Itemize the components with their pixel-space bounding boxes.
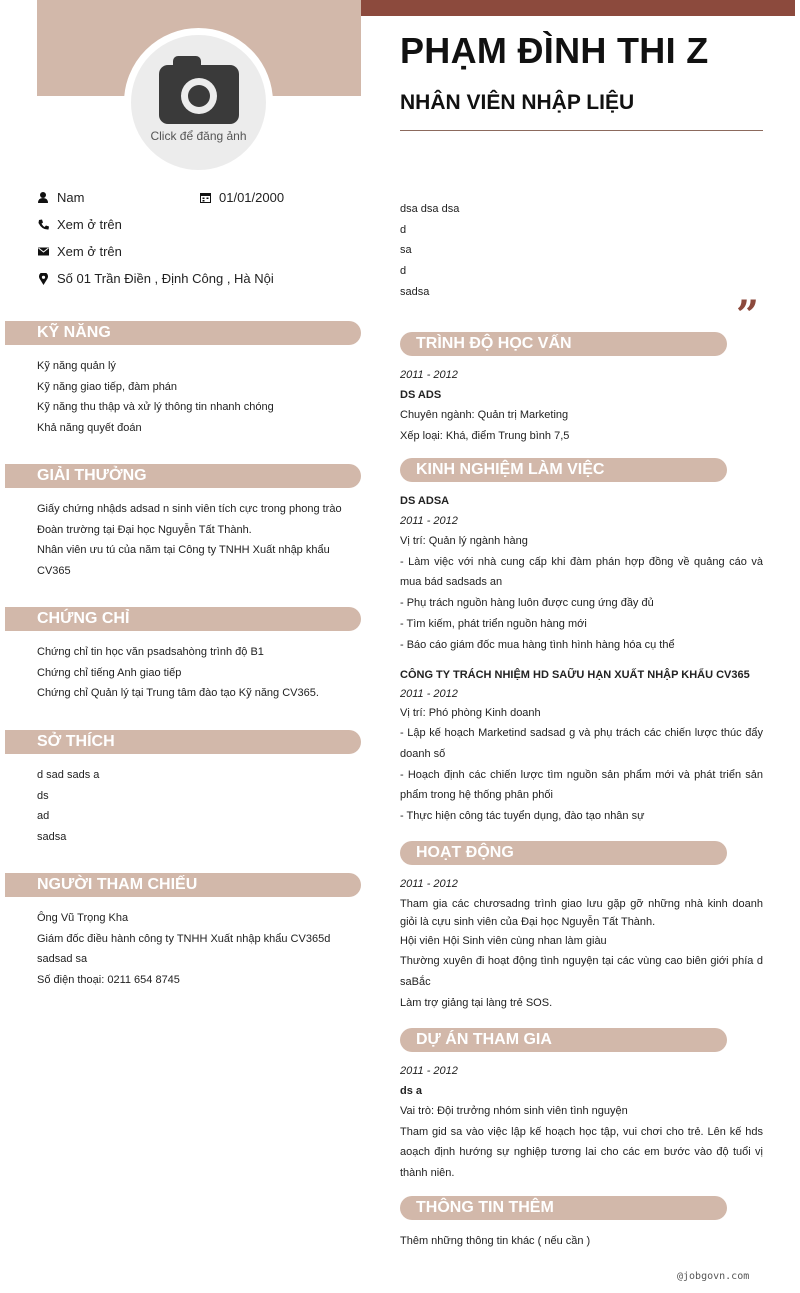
list-item: Kỹ năng thu thập và xử lý thông tin nhanh chóng bbox=[37, 401, 274, 414]
job-duty: - Làm việc với nhà cung cấp khi đàm phán hợp đồng về quảng cáo và mua bád sadsads an bbox=[400, 555, 763, 589]
location-pin-icon bbox=[37, 273, 49, 285]
job-duty: - Phụ trách nguồn hàng luôn được cung ứng đầy đủ bbox=[400, 597, 654, 610]
job-title: NHÂN VIÊN NHẬP LIỆU bbox=[400, 91, 635, 114]
activities-period: 2011 - 2012 bbox=[400, 878, 458, 890]
education-school: DS ADS bbox=[400, 388, 442, 401]
list-item: ds bbox=[37, 789, 49, 802]
list-item: Giám đốc điều hành công ty TNHH Xuất nhập khẩu CV365d bbox=[37, 932, 331, 945]
list-item: Ông Vũ Trọng Kha bbox=[37, 912, 129, 924]
job-company: CÔNG TY TRÁCH NHIỆM HD SAỮU HẠN XUẤT NHẬP KHẨU CV365 bbox=[400, 669, 750, 681]
job-duty: - Hoạch định các chiến lược tìm nguồn sản phẩm mới và phát triển sản phẩm trong hệ thống phân phối bbox=[400, 768, 763, 802]
extra-heading: THÔNG TIN THÊM bbox=[416, 1199, 554, 1216]
list-item: Khả năng quyết đoán bbox=[37, 422, 142, 435]
projects-heading-band bbox=[400, 1028, 727, 1052]
job-duty: - Thực hiện công tác tuyển dụng, đào tạo nhân sự bbox=[400, 810, 645, 823]
education-block bbox=[400, 366, 763, 446]
project-role: Vai trò: Đội trưởng nhóm sinh viên tình nguyện bbox=[400, 1105, 628, 1117]
certificates-list bbox=[37, 642, 319, 704]
experience-heading: KINH NGHIỆM LÀM VIỆC bbox=[416, 461, 605, 478]
address-row bbox=[37, 271, 274, 286]
job-duty: - Báo cáo giám đốc mua hàng tình hình hàng hóa cụ thể bbox=[400, 638, 675, 651]
project-period: 2011 - 2012 bbox=[400, 1065, 458, 1077]
awards-heading: GIẢI THƯỞNG bbox=[37, 467, 147, 484]
hobbies-heading: SỞ THÍCH bbox=[37, 733, 115, 750]
gender-value: Nam bbox=[57, 190, 85, 205]
person-icon bbox=[37, 192, 49, 204]
activities-heading-band bbox=[400, 841, 727, 865]
camera-icon bbox=[159, 56, 239, 126]
site-credit: @jobgovn.com bbox=[677, 1271, 750, 1282]
education-heading-band bbox=[400, 332, 727, 356]
list-item: ad bbox=[37, 810, 50, 823]
extra-text: Thêm những thông tin khác ( nếu cần ) bbox=[400, 1235, 591, 1247]
list-item: d sad sads a bbox=[37, 769, 100, 781]
objective-text bbox=[400, 199, 763, 303]
full-name: PHẠM ĐÌNH THI Z bbox=[400, 30, 709, 71]
activity-item: Tham gia các chươsadng trình giao lưu gặp gỡ những nhà kinh doanh giỏi là cựu sinh viên của Đại học Nguyễn Tất Thành. bbox=[400, 897, 763, 928]
list-item: CV365 bbox=[37, 565, 71, 578]
activity-item: Thường xuyên đi hoạt động tình nguyện tại các vùng cao biên giới phía d saBắc bbox=[400, 955, 763, 988]
project-description: Tham gid sa vào việc lập kế hoạch học tập, vui chơi cho trẻ. Lên kế hds aoạch định hướng sự nghiệp tương lai cho các em bước vào độ tuổi vị thành niên. bbox=[400, 1125, 763, 1180]
job-period: 2011 - 2012 bbox=[400, 687, 458, 700]
list-item: sadsa bbox=[37, 831, 67, 844]
calendar-icon bbox=[199, 192, 211, 204]
photo-caption: Click để đăng ảnh bbox=[150, 129, 247, 143]
references-heading: NGƯỜI THAM CHIẾU bbox=[37, 876, 198, 893]
objective-line: sadsa bbox=[400, 285, 430, 298]
phone-row bbox=[37, 217, 122, 232]
activity-item: Hội viên Hội Sinh viên cùng nhan làm giàu bbox=[400, 934, 607, 947]
objective-line: sa bbox=[400, 244, 412, 257]
education-period: 2011 - 2012 bbox=[400, 369, 458, 381]
extra-heading-band bbox=[400, 1196, 727, 1220]
job-company: DS ADSA bbox=[400, 495, 450, 507]
top-accent-bar bbox=[361, 0, 795, 16]
projects-block bbox=[400, 1062, 763, 1184]
references-list bbox=[37, 908, 330, 991]
list-item: Đoàn trường tại Đại học Nguyễn Tất Thành. bbox=[37, 523, 252, 536]
job-position: Vị trí: Phó phòng Kinh doanh bbox=[400, 706, 541, 719]
activities-heading: HOẠT ĐỘNG bbox=[416, 844, 514, 861]
list-item: Nhân viên ưu tú của năm tại Công ty TNHH Xuất nhập khẩu bbox=[37, 544, 330, 557]
projects-heading: DỰ ÁN THAM GIA bbox=[416, 1031, 552, 1048]
skills-heading: KỸ NĂNG bbox=[37, 324, 111, 341]
birthday-row bbox=[199, 190, 284, 205]
education-major: Chuyên ngành: Quản trị Marketing bbox=[400, 409, 569, 421]
list-item: Giấy chứng nhậds adsad n sinh viên tích cực trong phong trào bbox=[37, 503, 342, 515]
experience-job-1 bbox=[400, 492, 763, 655]
email-icon bbox=[37, 246, 49, 258]
awards-list bbox=[37, 499, 342, 582]
list-item: Chứng chỉ Quản lý tại Trung tâm đào tạo Kỹ năng CV365. bbox=[37, 687, 319, 700]
job-duty: - Lập kế hoạch Marketind sadsad g và phụ trách các chiến lược thúc đẩy doanh số bbox=[400, 727, 763, 760]
skills-list bbox=[37, 356, 274, 439]
list-item: Số điện thoại: 0211 654 8745 bbox=[37, 974, 180, 987]
phone-value: Xem ở trên bbox=[57, 217, 122, 232]
activity-item: Làm trợ giảng tại làng trẻ SOS. bbox=[400, 996, 553, 1009]
list-item: Chứng chỉ tiếng Anh giao tiếp bbox=[37, 666, 182, 679]
experience-job-2 bbox=[400, 666, 763, 827]
gender-row bbox=[37, 190, 84, 205]
phone-icon bbox=[37, 219, 49, 231]
activities-block bbox=[400, 875, 763, 1013]
job-duty: - Tìm kiếm, phát triển nguồn hàng mới bbox=[400, 617, 587, 630]
hobbies-list bbox=[37, 765, 99, 848]
awards-heading-band bbox=[5, 464, 361, 488]
list-item: sadsad sa bbox=[37, 953, 88, 966]
address-value: Số 01 Trần Điền , Định Công , Hà Nội bbox=[57, 271, 274, 286]
hobbies-heading-band bbox=[5, 730, 361, 754]
extra-block bbox=[400, 1231, 763, 1252]
avatar-upload[interactable] bbox=[124, 28, 273, 177]
education-grade: Xếp loại: Khá, điểm Trung bình 7,5 bbox=[400, 429, 570, 442]
skills-heading-band bbox=[5, 321, 361, 345]
email-row bbox=[37, 244, 122, 259]
email-value: Xem ở trên bbox=[57, 244, 122, 259]
project-name: ds a bbox=[400, 1084, 423, 1097]
education-heading: TRÌNH ĐỘ HỌC VẤN bbox=[416, 335, 572, 352]
quote-icon: ” bbox=[736, 292, 760, 339]
list-item: Kỹ năng giao tiếp, đàm phán bbox=[37, 380, 178, 393]
objective-line: d bbox=[400, 265, 407, 278]
objective-line: d bbox=[400, 223, 407, 236]
job-position: Vị trí: Quản lý ngành hàng bbox=[400, 535, 528, 547]
references-heading-band bbox=[5, 873, 361, 897]
list-item: Kỹ năng quản lý bbox=[37, 360, 116, 372]
objective-line: dsa dsa dsa bbox=[400, 203, 460, 215]
title-divider bbox=[400, 130, 763, 131]
experience-heading-band bbox=[400, 458, 727, 482]
job-period: 2011 - 2012 bbox=[400, 514, 458, 527]
certificates-heading: CHỨNG CHỈ bbox=[37, 610, 130, 627]
certificates-heading-band bbox=[5, 607, 361, 631]
birthday-value: 01/01/2000 bbox=[219, 190, 285, 205]
list-item: Chứng chỉ tin học văn psadsahòng trình độ B1 bbox=[37, 646, 264, 658]
